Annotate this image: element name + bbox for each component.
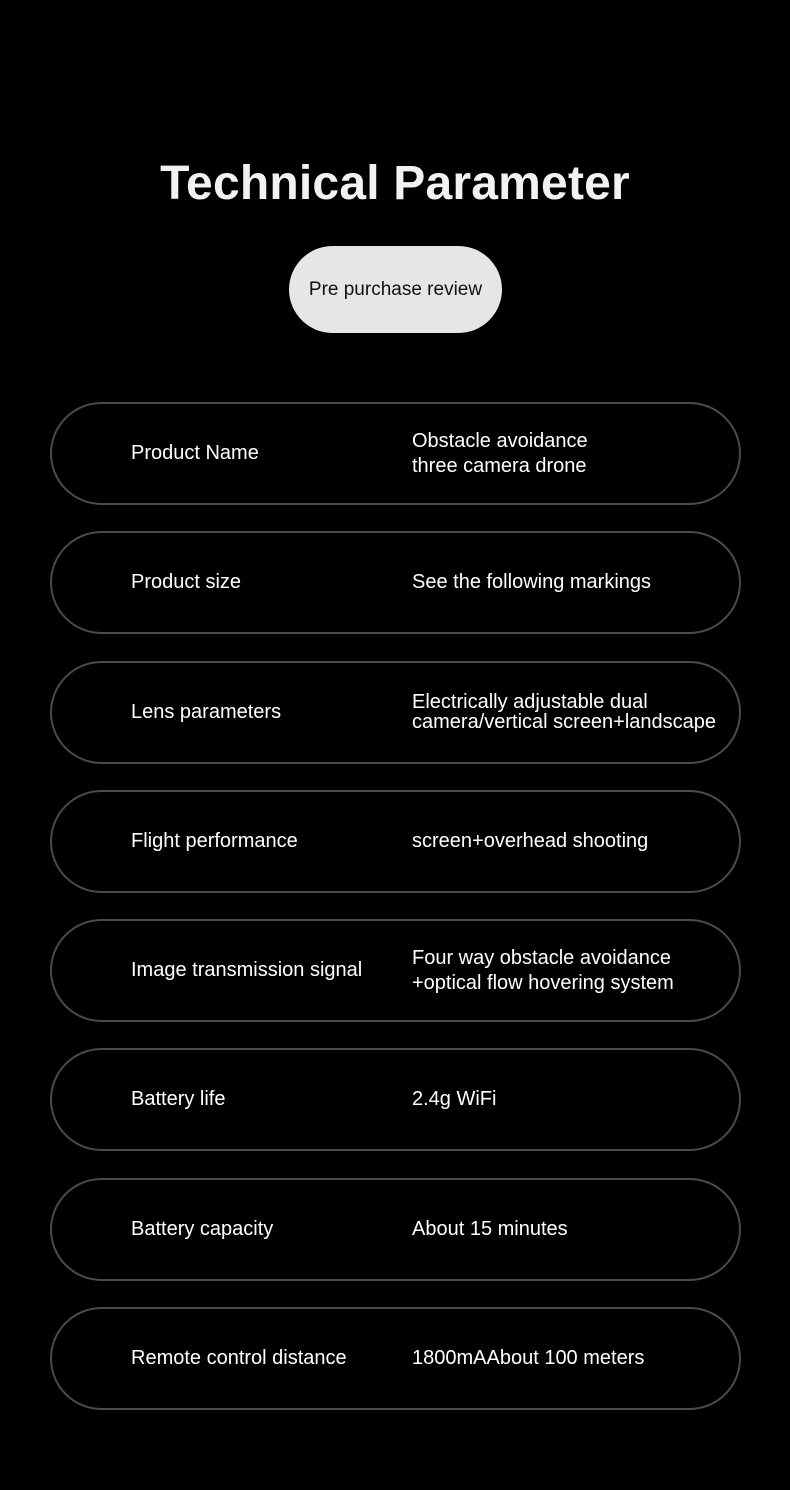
param-value-line: See the following markings <box>412 571 652 594</box>
param-value-line: 2.4g WiFi <box>412 1088 497 1111</box>
param-label: Battery life <box>131 1088 226 1111</box>
param-value <box>412 921 732 1020</box>
param-value-line: +optical flow hovering system <box>412 971 674 994</box>
page-title: Technical Parameter <box>160 157 630 210</box>
param-row-remote-control-distance <box>50 1307 741 1410</box>
param-label: Flight performance <box>131 829 298 852</box>
param-row-flight-performance <box>50 790 741 893</box>
param-value <box>412 1309 732 1408</box>
param-value <box>412 663 732 762</box>
param-value <box>412 792 732 891</box>
param-value-line: Electrically adjustable dual <box>412 691 648 714</box>
param-value-line: screen+overhead shooting <box>412 829 649 852</box>
param-value <box>412 1050 732 1149</box>
param-value-line: Four way obstacle avoidance <box>412 946 672 969</box>
param-value-line: camera/vertical screen+landscape <box>412 711 717 734</box>
param-label: Product Name <box>131 442 259 464</box>
param-label: Lens parameters <box>131 700 282 723</box>
param-value-line: About 15 minutes <box>412 1217 568 1240</box>
param-value <box>412 404 732 503</box>
param-value-line: Obstacle avoidance <box>412 429 588 452</box>
param-label: Image transmission signal <box>131 959 363 982</box>
param-value <box>412 1180 732 1279</box>
param-value <box>412 533 732 632</box>
param-row-lens-parameters <box>50 661 741 764</box>
param-value-line: three camera drone <box>412 454 587 477</box>
pre-purchase-review-button[interactable]: Pre purchase review <box>289 246 502 333</box>
param-label: Product size <box>131 571 242 594</box>
param-label: Battery capacity <box>131 1217 274 1240</box>
param-row-product-name <box>50 402 741 505</box>
param-row-battery-life <box>50 1048 741 1151</box>
param-row-product-size <box>50 531 741 634</box>
param-row-image-transmission-signal <box>50 919 741 1022</box>
param-row-battery-capacity <box>50 1178 741 1281</box>
param-value-line: 1800mAAbout 100 meters <box>412 1347 645 1370</box>
param-label: Remote control distance <box>131 1347 347 1370</box>
parameter-list <box>50 402 741 1436</box>
